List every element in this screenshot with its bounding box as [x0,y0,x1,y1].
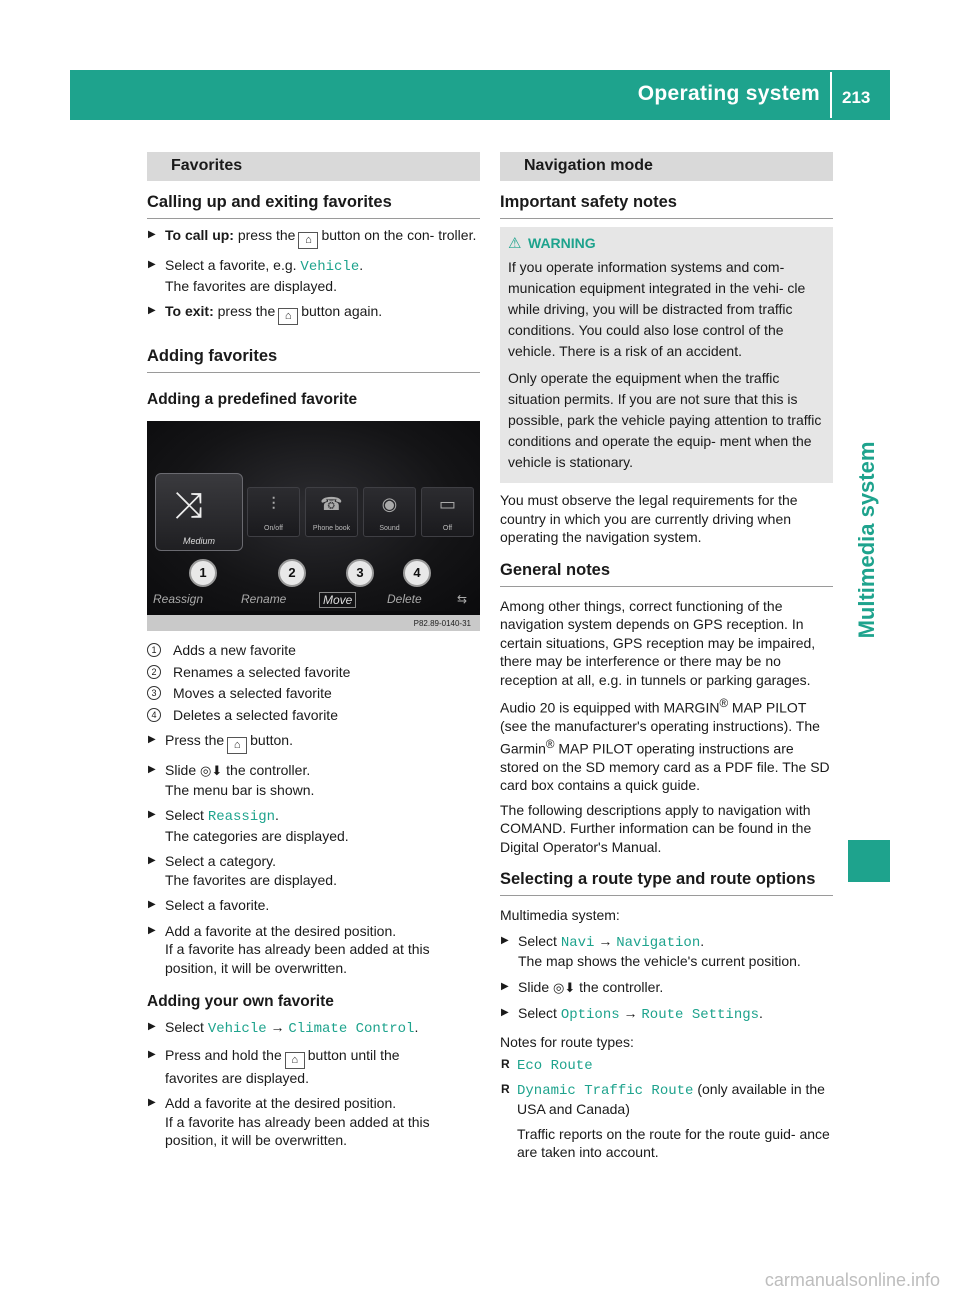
home-icon: ⌂ [285,1052,305,1069]
step-press-hold: ▶ Press and hold the ⌂ button until the favorites are displayed. [147,1046,480,1088]
warning-text-1: If you operate information systems and com- munication equipment integrated in the vehi- cle while driving, you will be distracted from traffic conditions. You could also lose control of the vehicle. There is a risk of an accident. [508,259,806,359]
step-call-up: ▶ To call up: press the ⌂ button on the con- troller. [147,226,480,249]
callout-4: 4 [403,559,431,587]
gps-note: Among other things, correct functioning of the navigation system depends on GPS reception. In certain situations, GPS reception may be impaired, there may be interference or there may be no reception at all, e.g. in tunnels or parking garages. [500,597,816,688]
watermark: carmanualsonline.info [764,1270,940,1290]
step-exit: ▶ To exit: press the ⌂ button again. [147,302,480,325]
menu-rename: Rename [241,592,287,606]
callout-legend [147,641,480,724]
controller-slide-down-icon: ◎⬇ [200,763,223,778]
step-add-favorite: ▶ Add a favorite at the desired position. If a favorite has already been added at this position, it will be overwritten. [147,922,480,978]
image-reference: P82.89-0140-31 [411,618,474,629]
favorites-screen-image [147,421,480,631]
step-add-favorite-2: ▶ Add a favorite at the desired position. If a favorite has already been added at this position, it will be overwritten. [147,1094,480,1150]
screen-menu-bar [147,589,480,611]
right-column [500,152,833,1162]
side-tab-label: Multimedia system [854,441,879,639]
sound-icon: ◉ [381,494,398,514]
heading-calling-up: Calling up and exiting favorites [147,193,480,219]
side-tab [835,420,900,660]
code-vehicle: Vehicle [207,1021,267,1037]
route-type-dynamic: R Dynamic Traffic Route (only available in the USA and Canada) [500,1080,833,1119]
step-select-favorite: ▶ Select a favorite, e.g. Vehicle. The favorites are displayed. [147,256,480,295]
heading-adding-favorites: Adding favorites [147,347,480,373]
multimedia-system-label: Multimedia system: [500,907,620,924]
home-icon: ⌂ [298,232,318,249]
warning-text-2: Only operate the equipment when the traffic situation permits. If you are not sure that this is possible, park the vehicle paying attention to traffic conditions and operate the equip- ment when the vehicle is stationary. [508,370,822,470]
code-eco-route: Eco Route [517,1058,593,1075]
home-icon: ⌂ [227,737,247,754]
menu-delete: Delete [387,592,422,606]
step-select-category: ▶ Select a category. The favorites are displayed. [147,852,480,889]
legend-item: 2 Renames a selected favorite [147,663,480,682]
warning-icon: ⚠ [508,235,522,252]
code-navigation: Navigation [616,934,701,951]
code-vehicle: Vehicle [300,259,360,275]
favorite-tile-sound: ◉ Sound [363,487,416,537]
home-icon: ⌂ [278,308,298,325]
heading-route-options: Selecting a route type and route options [500,870,833,896]
warning-box [500,227,833,483]
route-type-eco [500,1055,833,1076]
page-title: Operating system [637,82,820,105]
warning-title: ⚠ WARNING [508,235,596,252]
legal-note: You must observe the legal requirements for the country in which you are currently driving when operating the navigation system. [500,492,798,545]
favorite-tile-onoff: ⫶ On/off [247,487,300,537]
audio-note: Audio 20 is equipped with MARGIN® MAP PILOT (see the manufacturer's operating instructions). The Garmin® MAP PILOT operating instructions are stored on the SD memory card as a PDF file. The SD card box contains a quick guide. [500,697,830,794]
left-column [147,152,480,1150]
step-select-climate: ▶ Select Vehicle → Climate Control. [147,1018,480,1039]
legend-item: 1 Adds a new favorite [147,641,480,660]
heading-safety: Important safety notes [500,193,833,219]
code-dynamic-traffic-route: Dynamic Traffic Route [517,1082,694,1099]
controller-slide-down-icon: ◎⬇ [553,979,576,995]
favorite-tile-phonebook: ☎ Phone book [305,487,358,537]
back-icon: ⇆ [457,592,468,606]
step-slide-controller: ▶ Slide ◎⬇ the controller. The menu bar is shown. [147,761,480,799]
heading-predefined: Adding a predefined favorite [147,391,358,408]
route-types-label: Notes for route types: [500,1033,634,1050]
page-number: 213 [842,88,871,107]
callout-3: 3 [346,559,374,587]
side-tab-marker [848,840,890,882]
code-route-settings: Route Settings [641,1007,760,1024]
phone-book-icon: ☎ [320,494,343,514]
heading-general-notes: General notes [500,561,833,587]
traffic-reports-note: Traffic reports on the route for the route guid- ance are taken into account. [517,1125,830,1161]
step-slide-controller: ▶ Slide ◎⬇ the controller. [500,978,833,998]
code-navi: Navi [560,934,595,951]
step-select-a-favorite: ▶ Select a favorite. [147,896,480,915]
code-climate-control: Climate Control [288,1021,415,1037]
section-favorites: Favorites [147,152,480,181]
step-select-route-settings: ▶ Select Options → Route Settings. [500,1004,833,1025]
callout-2: 2 [278,559,306,587]
menu-move: Move [319,592,356,608]
following-note: The following descriptions apply to navigation with COMAND. Further information can be found in the Digital Operator's Manual. [500,801,812,855]
step-select-reassign: ▶ Select Reassign. The categories are displayed. [147,806,480,845]
slider-icon: ⫶ [271,494,276,514]
screen-off-icon: ▭ [438,494,456,514]
shuffle-icon: ⤨ [174,484,203,525]
header-divider [830,72,832,118]
section-navigation-mode: Navigation mode [500,152,833,181]
legend-item: 4 Deletes a selected favorite [147,706,480,725]
callout-1: 1 [189,559,217,587]
legend-item: 3 Moves a selected favorite [147,684,480,703]
code-options: Options [560,1007,620,1024]
menu-reassign: Reassign [153,592,204,606]
step-press-home: ▶ Press the ⌂ button. [147,731,480,754]
favorite-tile-medium: ⤨ Medium [155,473,243,551]
heading-own-favorite: Adding your own favorite [147,993,334,1010]
code-reassign: Reassign [207,809,276,825]
favorite-tile-off: ▭ Off [421,487,474,537]
step-select-navigation: ▶ Select Navi → Navigation. The map shows the vehicle's current position. [500,932,833,971]
